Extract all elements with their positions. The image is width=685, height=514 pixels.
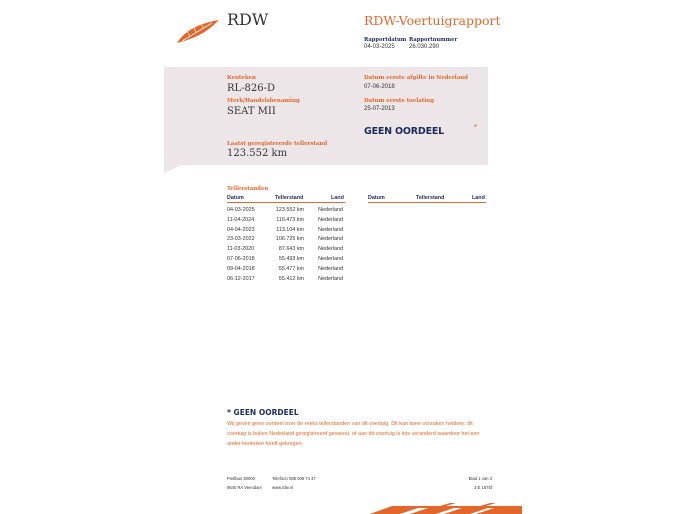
report-title: RDW-Voertuigrapport (364, 13, 501, 28)
plate-value: RL-826-D (227, 83, 276, 94)
footer-web: www.rdw.nl (272, 485, 293, 490)
table-row-5-cell-date: 07-06-2018 (227, 256, 255, 262)
table-row-1-cell-reading: 116.473 km (276, 216, 304, 223)
rdw-feather-logo-icon (176, 18, 220, 44)
table-row-1-cell-country: Nederland (318, 216, 343, 223)
odometer-value: 123.552 km (227, 148, 288, 159)
table-row-1-cell-date: 11-04-2024 (227, 216, 255, 223)
first-nl-value: 07-06-2018 (364, 84, 395, 90)
table-row-4-cell-reading: 87.643 km (278, 246, 304, 253)
report-number: 26.030.290 (409, 44, 440, 50)
brand-stripes-graphic (370, 503, 522, 514)
report-date-label: Rapportdatum (364, 37, 407, 43)
make-value: SEAT MII (227, 106, 276, 117)
table-row-2-cell-reading: 113.104 km (276, 226, 304, 233)
footer-code: 3 E 1675f (474, 485, 492, 490)
footer-page: Blad 1 van 3 (468, 476, 492, 481)
table-header-rule-2 (368, 202, 486, 203)
table-row-2-cell-country: Nederland (318, 226, 343, 233)
table-row-7-cell-date: 06-12-2017 (227, 275, 255, 282)
report-number-label: Rapportnummer (409, 37, 458, 43)
plate-label: Kenteken (227, 75, 256, 81)
brand-name: RDW (227, 10, 269, 29)
table-row-0-cell-reading: 123.552 km (275, 207, 304, 213)
first-admission-label: Datum eerste toelating (364, 98, 434, 104)
footer-city: 9640 RA Veendam (227, 485, 262, 490)
col-header-country-2: Land (472, 195, 485, 201)
table-row-6-cell-country: Nederland (318, 265, 343, 272)
table-row-7-cell-reading: 55.412 km (278, 275, 304, 282)
table-header-rule (227, 202, 345, 203)
table-row-5-cell-reading: 55.493 km (278, 256, 304, 262)
table-row-5-cell-country: Nederland (318, 256, 343, 262)
col-header-date: Datum (227, 195, 244, 201)
col-header-country: Land (331, 195, 344, 201)
table-row-2-cell-date: 04-04-2023 (227, 226, 255, 233)
col-header-date-2: Datum (368, 195, 385, 201)
col-header-reading: Tellerstand (275, 195, 304, 201)
make-label: Merk/Handelsbenaming (227, 98, 300, 104)
table-row-3-cell-country: Nederland (318, 236, 343, 243)
verdict-text: GEEN OORDEEL (364, 126, 445, 137)
verdict-star: * (474, 123, 478, 132)
table-row-0-cell-date: 04-03-2025 (227, 207, 255, 213)
table-row-4-cell-country: Nederland (318, 246, 343, 253)
panel-tail (164, 165, 182, 173)
footer-phone: Telefoon 088 008 74 47 (272, 476, 316, 481)
table-row-4-cell-date: 11-03-2020 (227, 246, 255, 253)
first-nl-label: Datum eerste afgifte in Nederland (364, 75, 468, 81)
table-row-6-cell-reading: 55.477 km (278, 265, 304, 272)
vehicle-summary-panel (164, 67, 488, 165)
table-row-3-cell-date: 23-03-2022 (227, 236, 255, 243)
table-row-7-cell-country: Nederland (318, 275, 343, 282)
first-admission-value: 25-07-2013 (364, 106, 395, 112)
odometer-label: Laatst geregistreerde tellerstand (227, 141, 328, 147)
table-row-3-cell-reading: 106.725 km (275, 236, 304, 243)
readings-title: Tellerstanden (227, 186, 269, 192)
footer-postbus: Postbus 30000 (227, 476, 255, 481)
report-date: 04-03-2025 (364, 44, 395, 50)
col-header-reading-2: Tellerstand (416, 195, 445, 201)
table-row-6-cell-date: 09-04-2018 (227, 265, 255, 272)
footnote-text: Wij geven geen oordeel over de reeks tellerstanden van dit voertuig. Dit kan twee oorzaken hebben: dit voertuig is buiten Nederland geregistreerd geweest, of aan dit voertuig is iets veranderd waardoor het een ander kenteken heeft gekregen. (227, 421, 480, 447)
table-row-0-cell-country: Nederland (318, 207, 343, 213)
footnote-title: * GEEN OORDEEL (227, 408, 299, 417)
